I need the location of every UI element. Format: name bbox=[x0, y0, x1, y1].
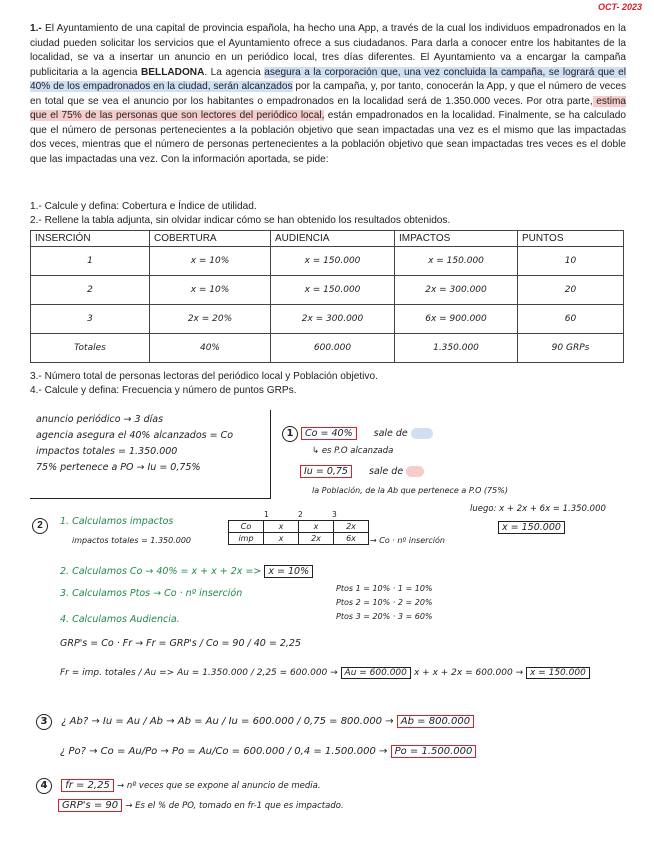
table-cell: 3 bbox=[31, 305, 150, 334]
section-number-1: 1 bbox=[282, 426, 298, 442]
table-cell: x bbox=[264, 521, 299, 533]
problem-text-1: El Ayuntamiento de una capital de provincia española, ha hecho una App, a través de la cual los individuos empadronados en la ciudad pueden solicitar los servicios que el Ayuntamiento ofrece a sus ciudadanos. Para darla a conocer entre los habitantes de la localidad, se va a insertar un anuncio en un periódico local, tres días diferentes. El Ayuntamiento va a encargar la campaña publicitaria a la agencia bbox=[30, 23, 626, 78]
utility-sub: la Población, de la Ab que pertenece a P.O (75%) bbox=[312, 486, 508, 495]
table-cell: x bbox=[299, 521, 334, 533]
coverage-sub: ↳ es P.O alcanzada bbox=[312, 446, 394, 456]
step-audiencia: 4. Calculamos Audiencia. bbox=[60, 614, 180, 625]
table-cell: 2x = 300.000 bbox=[271, 305, 395, 334]
problem-text-2: . La agencia bbox=[204, 66, 265, 78]
mini-col-label: 1 bbox=[264, 510, 269, 519]
table-cell: 2x bbox=[334, 521, 369, 533]
blue-swatch-icon bbox=[411, 428, 433, 439]
ab-result-box: Ab = 800.000 bbox=[397, 715, 474, 728]
table-cell: 6x bbox=[334, 533, 369, 545]
col-audiencia: AUDIENCIA bbox=[271, 231, 395, 247]
mini-col-label: 3 bbox=[332, 510, 337, 519]
table-cell: 10 bbox=[518, 247, 624, 276]
table-cell: Co bbox=[229, 521, 264, 533]
table-cell: x = 10% bbox=[150, 276, 271, 305]
step-co bbox=[60, 566, 313, 577]
utility-label: sale de bbox=[369, 466, 404, 477]
table-row bbox=[31, 305, 624, 334]
step-ptos: 3. Calculamos Ptos → Co · nº inserción bbox=[60, 588, 243, 599]
grp-formula: GRP's = Co · Fr → Fr = GRP's / Co = 90 / 40 = 2,25 bbox=[60, 638, 302, 649]
table-cell: x = 150.000 bbox=[271, 276, 395, 305]
luego-equation: luego: x + 2x + 6x = 1.350.000 bbox=[470, 504, 606, 514]
answer-po bbox=[60, 746, 476, 757]
fr-formula bbox=[60, 668, 411, 678]
table-header-row bbox=[31, 231, 624, 247]
fr-definition: → nº veces que se expone al anuncio de media. bbox=[117, 781, 321, 791]
po-result-box: Po = 1.500.000 bbox=[391, 745, 477, 758]
answer-grp bbox=[58, 800, 344, 811]
section-number-2: 2 bbox=[32, 518, 48, 534]
table-cell: 2x = 20% bbox=[150, 305, 271, 334]
answer-1-utility bbox=[300, 466, 424, 477]
table-cell: 1.350.000 bbox=[395, 334, 518, 363]
col-cobertura: COBERTURA bbox=[150, 231, 271, 247]
note-line: impactos totales = 1.350.000 bbox=[36, 446, 178, 457]
problem-text-4: están empadronados en la localidad. Finalmente, se ha calculado que el número de personas pertenecientes a la población objetivo que sean impactadas una vez es el mismo que las impactadas dos veces, mientras que el número de personas pertenecientes a la población objetivo que sean impactadas tres veces es el doble que las impactadas una vez. Con la información aportada, se pide: bbox=[30, 110, 626, 165]
table-cell: 60 bbox=[518, 305, 624, 334]
table-cell: x bbox=[264, 533, 299, 545]
step-co-result: x = 10% bbox=[264, 565, 313, 578]
col-puntos: PUNTOS bbox=[518, 231, 624, 247]
table-cell: 2x = 300.000 bbox=[395, 276, 518, 305]
table-cell: x = 10% bbox=[150, 247, 271, 276]
mini-col-label: 2 bbox=[298, 510, 303, 519]
step-co-text: 2. Calculamos Co → 40% = x + x + 2x => bbox=[60, 566, 262, 577]
table-row bbox=[229, 533, 369, 545]
impactos-total: impactos totales = 1.350.000 bbox=[72, 536, 192, 545]
coverage-box: Co = 40% bbox=[301, 427, 357, 440]
mini-arrow-note: → Co · nº inserción bbox=[370, 536, 445, 545]
highlight-red: estima que el 75% de las personas que son lectores del periódico local, bbox=[30, 95, 626, 121]
highlight-blue: asegura a la corporación que, una vez concluida la campaña, se logrará que el 40% de los empadronados en la ciudad, serán alcanzados bbox=[30, 66, 626, 92]
note-line: anuncio periódico → 3 días bbox=[36, 414, 164, 425]
problem-number: 1.- bbox=[30, 23, 42, 34]
fr-result-box: fr = 2,25 bbox=[61, 779, 114, 792]
table-row-totals bbox=[31, 334, 624, 363]
table-cell: 2 bbox=[31, 276, 150, 305]
red-swatch-icon bbox=[406, 466, 424, 477]
answer-1-coverage bbox=[282, 426, 433, 442]
table-cell: 90 GRPs bbox=[518, 334, 624, 363]
table-cell: 1 bbox=[31, 247, 150, 276]
question-2: 2.- Rellene la tabla adjunta, sin olvidar indicar cómo se han obtenido los resultados obtenidos. bbox=[30, 215, 451, 226]
table-cell: Totales bbox=[31, 334, 150, 363]
grp-result-box: GRP's = 90 bbox=[58, 799, 122, 812]
mini-table bbox=[228, 520, 369, 545]
table-row bbox=[229, 521, 369, 533]
po-formula: ¿ Po? → Co = Au/Po → Po = Au/Co = 600.000 / 0,4 = 1.500.000 → bbox=[60, 746, 388, 757]
table-cell: imp bbox=[229, 533, 264, 545]
table-cell: 40% bbox=[150, 334, 271, 363]
table-cell: 6x = 900.000 bbox=[395, 305, 518, 334]
x-equation bbox=[414, 668, 590, 678]
utility-box: Iu = 0,75 bbox=[300, 465, 352, 478]
step-impactos: 1. Calculamos impactos bbox=[60, 516, 174, 527]
table-cell: x = 150.000 bbox=[271, 247, 395, 276]
section-number-3: 3 bbox=[36, 714, 52, 730]
table-row bbox=[31, 247, 624, 276]
ab-formula: ¿ Ab? → Iu = Au / Ab → Ab = Au / Iu = 600.000 / 0,75 = 800.000 → bbox=[61, 716, 394, 727]
answer-fr bbox=[36, 778, 321, 794]
au-box: Au = 600.000 bbox=[341, 667, 411, 679]
results-table bbox=[30, 230, 624, 363]
table-cell: 20 bbox=[518, 276, 624, 305]
section-number-4: 4 bbox=[36, 778, 52, 794]
grp-definition: → Es el % de PO, tomado en fr-1 que es impactado. bbox=[125, 801, 344, 811]
answer-ab bbox=[36, 714, 474, 730]
x-equation-box: x = 150.000 bbox=[526, 667, 590, 679]
note-line: 75% pertenece a PO → Iu = 0,75% bbox=[36, 462, 201, 473]
problem-text-3: por la campaña, y, por tanto, conocerán la App, y que el número de veces en total que se vea el anuncio por los habitantes o empadronados en la localidad será de 1.350.000 veces. Por otra parte, bbox=[30, 81, 626, 107]
ptos-3: Ptos 3 = 20% · 3 = 60% bbox=[336, 612, 433, 621]
table-cell: 600.000 bbox=[271, 334, 395, 363]
x-equation-text: x + x + 2x = 600.000 → bbox=[414, 668, 524, 678]
ptos-2: Ptos 2 = 10% · 2 = 20% bbox=[336, 598, 433, 607]
question-1: 1.- Calcule y defina: Cobertura e Índice de utilidad. bbox=[30, 201, 257, 212]
fr-formula-text: Fr = imp. totales / Au => Au = 1.350.000 / 2,25 = 600.000 → bbox=[60, 668, 338, 678]
coverage-label: sale de bbox=[373, 428, 408, 439]
question-3: 3.- Número total de personas lectoras del periódico local y Población objetivo. bbox=[30, 371, 378, 382]
col-insercion: INSERCIÓN bbox=[31, 231, 150, 247]
table-cell: x = 150.000 bbox=[395, 247, 518, 276]
table-row bbox=[31, 276, 624, 305]
question-4: 4.- Calcule y defina: Frecuencia y número de puntos GRPs. bbox=[30, 385, 297, 396]
note-line: agencia asegura el 40% alcanzados = Co bbox=[36, 430, 234, 441]
agency-name: BELLADONA bbox=[141, 66, 205, 78]
date-stamp: OCT- 2023 bbox=[597, 2, 642, 12]
col-impactos: IMPACTOS bbox=[395, 231, 518, 247]
table-cell: 2x bbox=[299, 533, 334, 545]
ptos-1: Ptos 1 = 10% · 1 = 10% bbox=[336, 584, 433, 593]
x-result-box: x = 150.000 bbox=[498, 521, 565, 534]
problem-statement bbox=[30, 22, 626, 167]
